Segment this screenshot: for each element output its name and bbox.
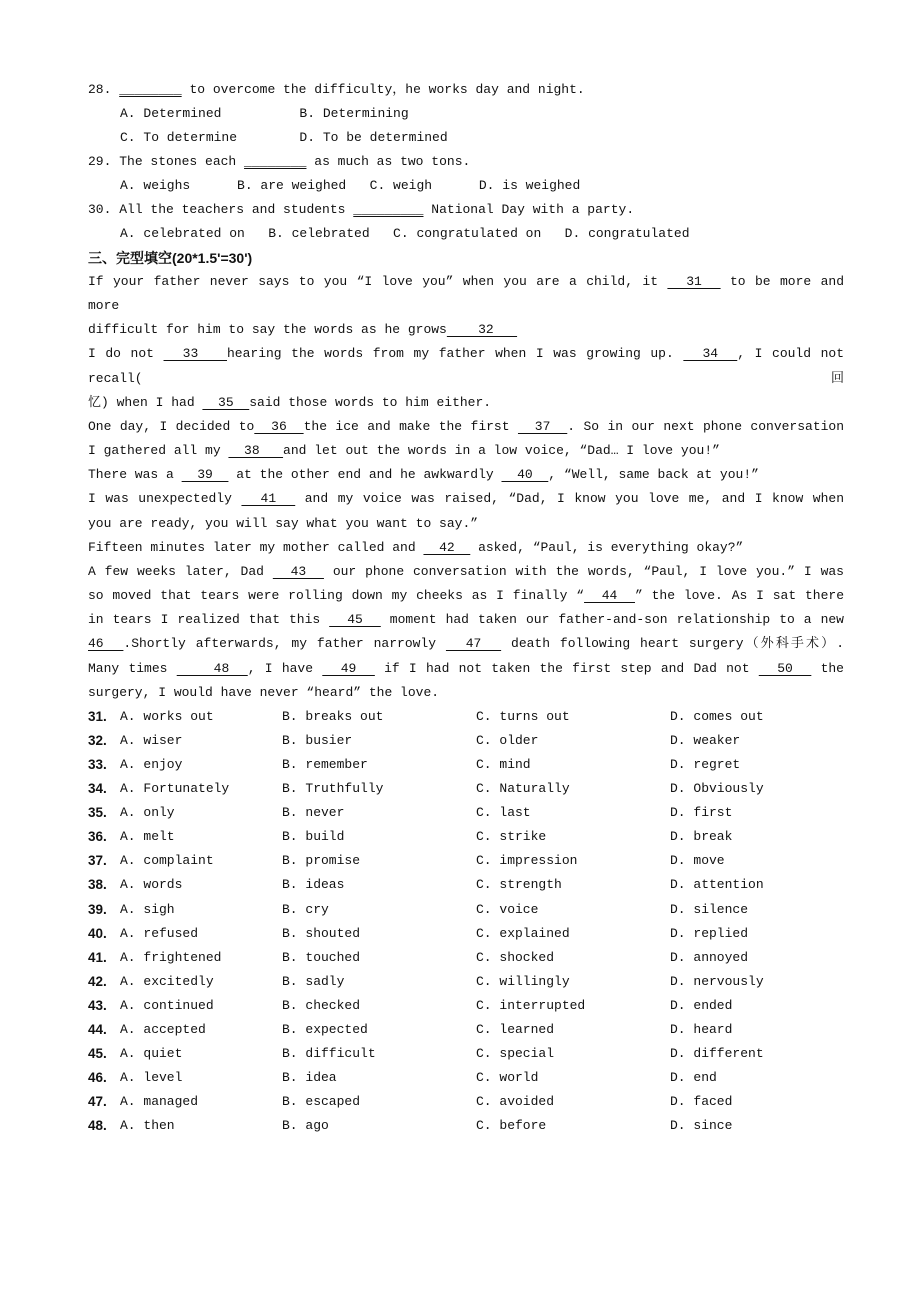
text-segment: All the teachers and students bbox=[119, 202, 354, 217]
text-segment: One day, I decided to bbox=[88, 418, 255, 434]
text-segment: moment had taken our father-and-son relationship to a new bbox=[380, 612, 844, 628]
option-d: D. annoyed bbox=[670, 949, 749, 965]
text-segment: and my voice was raised, “Dad, I know you love me, and I know when bbox=[295, 491, 844, 507]
option-number: 44. bbox=[88, 1022, 107, 1038]
option-b: B. checked bbox=[282, 997, 361, 1013]
option-a: A. sigh bbox=[120, 901, 175, 917]
text-segment: I do not bbox=[88, 346, 164, 362]
option-row bbox=[88, 898, 844, 922]
text-segment: said those words to him either. bbox=[249, 394, 492, 410]
question-stem bbox=[88, 198, 844, 222]
option-b: B. Truthfully bbox=[282, 781, 384, 797]
answer-blank: 42 bbox=[423, 539, 471, 555]
answer-blank: 50 bbox=[758, 660, 812, 676]
passage-line bbox=[88, 415, 844, 439]
option-row bbox=[88, 849, 844, 873]
option-c: C. mind bbox=[476, 757, 531, 772]
option-d: D. first bbox=[670, 805, 733, 821]
option-d: D. since bbox=[670, 1118, 733, 1134]
option-c: C. last bbox=[476, 805, 531, 821]
option-a: A. level bbox=[120, 1070, 183, 1086]
answer-blank: 35 bbox=[202, 394, 250, 410]
option-c: C. Naturally bbox=[476, 781, 570, 797]
option-c: C. voice bbox=[476, 901, 539, 917]
option-c: C. strike bbox=[476, 829, 547, 845]
question-number: 29. bbox=[88, 154, 112, 169]
option-c: C. interrupted bbox=[476, 997, 586, 1013]
option-d: D. silence bbox=[670, 901, 749, 917]
question-stem bbox=[88, 78, 844, 102]
passage-line bbox=[88, 342, 844, 390]
text-segment: National Day with a party. bbox=[423, 202, 635, 217]
option-d: D. ended bbox=[670, 997, 733, 1013]
text-segment: asked, “Paul, is everything okay?” bbox=[470, 539, 744, 555]
option-a: A. continued bbox=[120, 997, 214, 1013]
option-b: B. breaks out bbox=[282, 708, 384, 724]
answer-blank: 44 bbox=[584, 588, 635, 604]
text-segment: Many times bbox=[88, 660, 177, 676]
option-c: C. impression bbox=[476, 853, 578, 869]
option-row bbox=[88, 1090, 844, 1114]
option-number: 32. bbox=[88, 732, 107, 748]
section-heading: 三、完型填空(20*1.5'=30') bbox=[88, 250, 253, 266]
option-row bbox=[88, 1018, 844, 1042]
option-row bbox=[88, 922, 844, 946]
text-segment: A few weeks later, Dad bbox=[88, 563, 273, 579]
option-d: D. weaker bbox=[670, 732, 741, 748]
passage-line bbox=[88, 270, 844, 318]
answer-blank: 43 bbox=[272, 563, 324, 579]
option-d: D. nervously bbox=[670, 973, 764, 989]
answer-options: A. Determined B. Determining bbox=[120, 106, 409, 121]
option-a: A. only bbox=[120, 805, 175, 821]
option-number: 47. bbox=[88, 1094, 107, 1110]
option-c: C. explained bbox=[476, 925, 570, 941]
option-row bbox=[88, 873, 844, 897]
option-c: C. learned bbox=[476, 1022, 555, 1038]
passage-line bbox=[88, 439, 844, 463]
option-c: C. shocked bbox=[476, 949, 555, 965]
text-segment: the bbox=[811, 660, 844, 676]
option-d: D. move bbox=[670, 853, 725, 869]
option-number: 42. bbox=[88, 973, 107, 989]
passage-line bbox=[88, 391, 844, 415]
option-a: A. complaint bbox=[120, 853, 214, 869]
option-b: B. ago bbox=[282, 1118, 329, 1134]
option-b: B. promise bbox=[282, 853, 361, 869]
multiple-choice-section bbox=[88, 78, 844, 270]
passage-line bbox=[88, 560, 844, 584]
option-row bbox=[88, 946, 844, 970]
text-segment: if I had not taken the first step and Dad not bbox=[374, 660, 759, 676]
option-number: 33. bbox=[88, 757, 107, 772]
option-number: 35. bbox=[88, 805, 107, 821]
option-c: C. special bbox=[476, 1046, 555, 1062]
text-segment: to be more and more bbox=[88, 274, 844, 314]
option-row bbox=[88, 753, 844, 777]
text-segment: death following heart surgery（外科手术）. bbox=[501, 636, 844, 652]
option-number: 38. bbox=[88, 877, 107, 893]
option-b: B. expected bbox=[282, 1022, 368, 1038]
answer-blank: 32 bbox=[446, 322, 518, 338]
option-row bbox=[88, 705, 844, 729]
passage-line bbox=[88, 608, 844, 632]
answer-blank: 36 bbox=[254, 418, 304, 434]
option-d: D. break bbox=[670, 829, 733, 845]
option-b: B. ideas bbox=[282, 877, 345, 893]
option-a: A. Fortunately bbox=[120, 781, 230, 797]
text-segment: The stones each bbox=[119, 154, 245, 169]
option-c: C. older bbox=[476, 732, 539, 748]
option-b: B. busier bbox=[282, 732, 353, 748]
option-a: A. works out bbox=[120, 708, 214, 724]
option-d: D. heard bbox=[670, 1022, 733, 1038]
option-b: B. build bbox=[282, 829, 345, 845]
answer-blank: 37 bbox=[517, 418, 568, 434]
answer-blank: _________ bbox=[353, 202, 424, 217]
option-a: A. managed bbox=[120, 1094, 199, 1110]
option-number: 46. bbox=[88, 1070, 107, 1086]
passage-line bbox=[88, 536, 844, 560]
passage-line bbox=[88, 318, 844, 342]
option-a: A. words bbox=[120, 877, 183, 893]
option-c: C. willingly bbox=[476, 973, 570, 989]
option-c: C. before bbox=[476, 1118, 547, 1134]
text-segment: , “Well, same back at you!” bbox=[548, 467, 759, 483]
passage-line bbox=[88, 487, 844, 511]
question-number: 28. bbox=[88, 82, 112, 97]
option-number: 48. bbox=[88, 1118, 107, 1134]
option-row bbox=[88, 1114, 844, 1138]
option-b: B. shouted bbox=[282, 925, 361, 941]
option-number: 41. bbox=[88, 949, 107, 965]
cloze-options bbox=[88, 705, 844, 1139]
option-d: D. regret bbox=[670, 757, 741, 772]
option-c: C. strength bbox=[476, 877, 562, 893]
option-number: 39. bbox=[88, 901, 107, 917]
answer-blank: 38 bbox=[228, 443, 284, 459]
text-segment: at the other end and he awkwardly bbox=[228, 467, 502, 483]
option-a: A. enjoy bbox=[120, 757, 183, 772]
option-d: D. end bbox=[670, 1070, 717, 1086]
text-segment: ” the love. As I sat there bbox=[634, 588, 844, 604]
option-d: D. different bbox=[670, 1046, 764, 1062]
option-b: B. cry bbox=[282, 901, 329, 917]
answer-blank: ________ bbox=[244, 154, 307, 169]
passage-line bbox=[88, 463, 844, 487]
cloze-passage bbox=[88, 270, 844, 705]
option-number: 43. bbox=[88, 997, 107, 1013]
option-row bbox=[88, 801, 844, 825]
text-segment: . So in our next phone conversation bbox=[567, 418, 845, 434]
option-row bbox=[88, 729, 844, 753]
answer-options: A. celebrated on B. celebrated C. congratulated on D. congratulated bbox=[120, 226, 690, 241]
option-d: D. faced bbox=[670, 1094, 733, 1110]
answer-options: C. To determine D. To be determined bbox=[120, 130, 448, 145]
text-segment: so moved that tears were rolling down my cheeks as I finally “ bbox=[88, 588, 585, 604]
option-c: C. world bbox=[476, 1070, 539, 1086]
option-b: B. sadly bbox=[282, 973, 345, 989]
text-segment: difficult for him to say the words as he grows bbox=[88, 322, 447, 338]
text-segment: Fifteen minutes later my mother called and bbox=[88, 539, 424, 555]
answer-blank: 47 bbox=[445, 636, 502, 652]
option-row bbox=[88, 994, 844, 1018]
answer-blank: 46 bbox=[88, 636, 124, 652]
question-number: 30. bbox=[88, 202, 112, 217]
text-segment: , I could not recall(回 bbox=[88, 346, 844, 386]
text-segment: I was unexpectedly bbox=[88, 491, 242, 507]
answer-blank: 39 bbox=[181, 467, 229, 483]
text-segment: , I have bbox=[247, 660, 323, 676]
answer-blank: 41 bbox=[241, 491, 296, 507]
option-b: B. touched bbox=[282, 949, 361, 965]
option-b: B. remember bbox=[282, 757, 368, 772]
text-segment: hearing the words from my father when I was growing up. bbox=[227, 346, 684, 362]
passage-line bbox=[88, 584, 844, 608]
option-row bbox=[88, 970, 844, 994]
text-segment: the ice and make the first bbox=[303, 418, 518, 434]
text-segment: and let out the words in a low voice, “Dad… I love you!” bbox=[283, 443, 720, 459]
option-b: B. difficult bbox=[282, 1046, 376, 1062]
option-number: 34. bbox=[88, 781, 107, 797]
answer-blank: 33 bbox=[163, 346, 227, 362]
option-row bbox=[88, 1066, 844, 1090]
option-a: A. then bbox=[120, 1118, 175, 1134]
passage-line bbox=[88, 512, 844, 536]
answer-blank: 45 bbox=[329, 612, 381, 628]
passage-line bbox=[88, 657, 844, 681]
option-a: A. quiet bbox=[120, 1046, 183, 1062]
option-a: A. frightened bbox=[120, 949, 222, 965]
option-a: A. accepted bbox=[120, 1022, 206, 1038]
option-row bbox=[88, 1042, 844, 1066]
text-segment: to overcome the difficulty，he works day and night. bbox=[181, 82, 585, 97]
option-b: B. idea bbox=[282, 1070, 337, 1086]
option-row bbox=[88, 825, 844, 849]
answer-blank: ________ bbox=[119, 82, 182, 97]
option-number: 36. bbox=[88, 829, 107, 845]
question-stem bbox=[88, 150, 844, 174]
option-number: 37. bbox=[88, 853, 107, 869]
option-a: A. melt bbox=[120, 829, 175, 845]
answer-options: A. weighs B. are weighed C. weigh D. is weighed bbox=[120, 178, 581, 193]
passage-line bbox=[88, 632, 844, 656]
text-segment: .Shortly afterwards, my father narrowly bbox=[123, 636, 446, 652]
option-row bbox=[88, 777, 844, 801]
text-segment: There was a bbox=[88, 467, 182, 483]
option-number: 45. bbox=[88, 1046, 107, 1062]
option-a: A. excitedly bbox=[120, 973, 214, 989]
option-number: 31. bbox=[88, 708, 107, 724]
option-d: D. replied bbox=[670, 925, 749, 941]
answer-blank: 49 bbox=[322, 660, 375, 676]
text-segment: you are ready, you will say what you want to say.” bbox=[88, 515, 479, 531]
option-b: B. never bbox=[282, 805, 345, 821]
text-segment: as much as two tons. bbox=[306, 154, 471, 169]
text-segment: I gathered all my bbox=[88, 443, 229, 459]
answer-blank: 40 bbox=[501, 467, 549, 483]
text-segment: surgery, I would have never “heard” the love. bbox=[88, 684, 440, 700]
text-segment: our phone conversation with the words, “Paul, I love you.” I was bbox=[323, 563, 844, 579]
option-a: A. wiser bbox=[120, 732, 183, 748]
option-a: A. refused bbox=[120, 925, 199, 941]
option-c: C. avoided bbox=[476, 1094, 555, 1110]
answer-blank: 31 bbox=[667, 274, 721, 289]
option-d: D. Obviously bbox=[670, 781, 764, 797]
passage-line bbox=[88, 681, 844, 705]
option-number: 40. bbox=[88, 925, 107, 941]
text-segment: 忆) when I had bbox=[88, 394, 203, 410]
document bbox=[88, 78, 844, 1139]
answer-blank: 48 bbox=[176, 660, 248, 676]
option-d: D. attention bbox=[670, 877, 764, 893]
text-segment: If your father never says to you “I love you” when you are a child, it bbox=[88, 274, 668, 289]
text-segment: in tears I realized that this bbox=[88, 612, 330, 628]
option-d: D. comes out bbox=[670, 708, 764, 724]
option-b: B. escaped bbox=[282, 1094, 361, 1110]
answer-blank: 34 bbox=[683, 346, 738, 362]
option-c: C. turns out bbox=[476, 708, 570, 724]
